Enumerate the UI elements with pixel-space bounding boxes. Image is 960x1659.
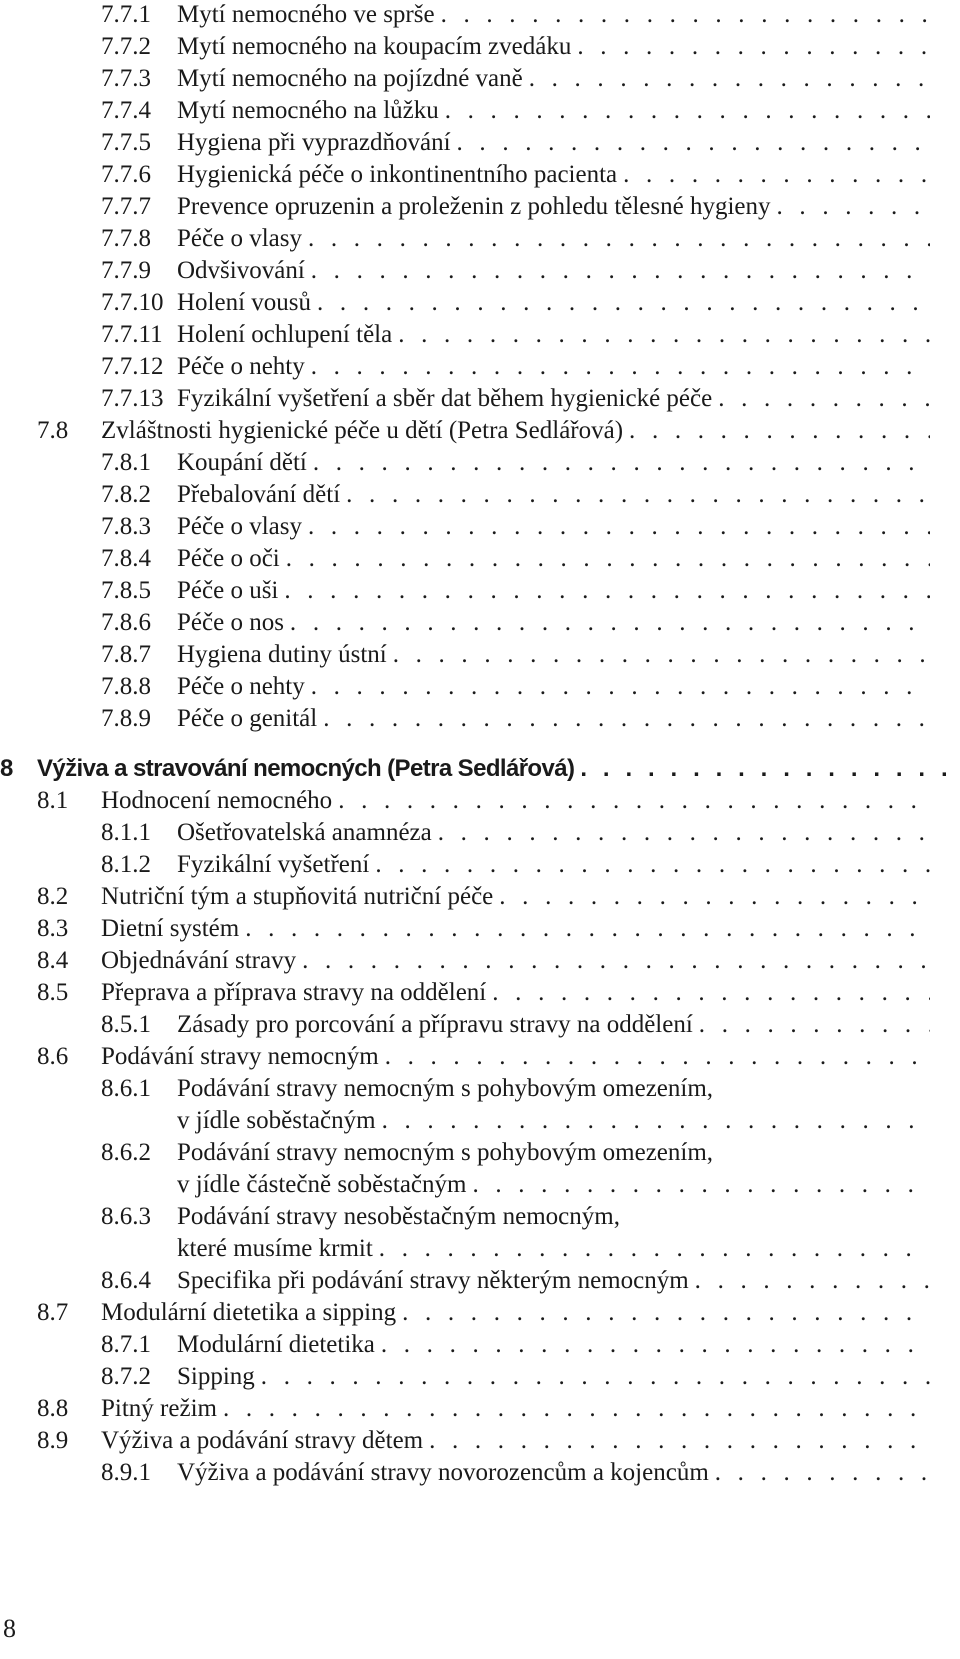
dot-leader	[311, 286, 930, 320]
dot-leader	[451, 126, 930, 160]
dot-leader	[305, 254, 930, 288]
dot-leader	[375, 1328, 930, 1362]
dot-leader	[280, 542, 930, 576]
dot-leader	[305, 350, 930, 384]
toc-entry-number: 7.7.3	[101, 65, 151, 92]
toc-entry-number: 7.8.1	[101, 449, 151, 476]
dot-leader	[369, 848, 930, 882]
toc-entry-number: 7.7.8	[101, 225, 151, 252]
toc-entry-number: 7.8.8	[101, 673, 151, 700]
toc-entry-title: Podávání stravy nemocným s pohybovým omezením,	[177, 1139, 714, 1166]
toc-entry-number: 7.7.10	[101, 289, 164, 316]
toc-entry-title: Podávání stravy nemocným s pohybovým omezením,	[177, 1075, 714, 1102]
toc-entry-number: 8.4	[37, 947, 69, 974]
toc-entry-title: Péče o nos	[177, 609, 284, 636]
toc-entry-title: Péče o uši	[177, 577, 279, 604]
toc-entry-title: Hodnocení nemocného	[101, 787, 333, 814]
toc-entry-title: Hygiena dutiny ústní	[177, 641, 387, 668]
toc-entry[interactable]	[0, 414, 960, 448]
dot-leader	[239, 912, 930, 946]
dot-leader	[307, 446, 930, 480]
toc-entry[interactable]	[0, 190, 960, 224]
toc-entry-number: 8.1.2	[101, 851, 151, 878]
dot-leader	[435, 0, 930, 32]
toc-entry[interactable]	[0, 478, 960, 512]
dot-leader	[284, 606, 930, 640]
toc-entry-number: 8.6.4	[101, 1267, 151, 1294]
toc-entry[interactable]	[0, 94, 960, 128]
toc-entry-number: 8	[0, 755, 13, 782]
toc-entry-title-continuation: v jídle částečně soběstačným	[177, 1171, 467, 1198]
dot-leader	[302, 510, 930, 544]
toc-entry-title: Hygienická péče o inkontinentního pacienta	[177, 161, 618, 188]
toc-entry[interactable]	[0, 382, 960, 416]
toc-entry-title: Mytí nemocného na lůžku	[177, 97, 439, 124]
toc-entry-title: Dietní systém	[101, 915, 240, 942]
dot-leader	[278, 574, 930, 608]
toc-entry-title: Péče o vlasy	[177, 225, 302, 252]
dot-leader	[217, 1392, 930, 1426]
toc-entry-number: 7.7.11	[101, 321, 163, 348]
toc-entry-number: 8.6	[37, 1043, 69, 1070]
dot-leader	[574, 752, 946, 786]
toc-entry-title: Péče o oči	[177, 545, 280, 572]
toc-entry[interactable]	[0, 1008, 960, 1042]
dot-leader	[317, 702, 930, 736]
dot-leader	[493, 880, 930, 914]
toc-entry-title: Podávání stravy nesoběstačným nemocným,	[177, 1203, 620, 1230]
toc-entry[interactable]	[0, 1296, 960, 1330]
toc-entry[interactable]	[0, 702, 960, 736]
toc-entry[interactable]	[0, 446, 960, 480]
toc-entry-number: 8.7	[37, 1299, 69, 1326]
toc-entry[interactable]	[0, 1456, 960, 1490]
toc-entry[interactable]	[0, 254, 960, 288]
toc-entry-title-continuation: které musíme krmit	[177, 1235, 373, 1262]
toc-entry-title: Mytí nemocného ve sprše	[177, 1, 435, 28]
toc-entry-title: Hygiena při vyprazdňování	[177, 129, 451, 156]
toc-entry-number: 8.8	[37, 1395, 69, 1422]
toc-entry-title: Péče o nehty	[177, 353, 305, 380]
toc-entry-title: Koupání dětí	[177, 449, 307, 476]
toc-entry-number: 8.6.3	[101, 1203, 151, 1230]
dot-leader	[340, 478, 930, 512]
toc-entry[interactable]	[0, 944, 960, 978]
toc-entry-number: 7.7.6	[101, 161, 151, 188]
dot-leader	[387, 638, 930, 672]
toc-entry[interactable]	[0, 606, 960, 640]
toc-entry-title: Specifika při podávání stravy některým nemocným	[177, 1267, 689, 1294]
toc-entry[interactable]	[0, 158, 960, 192]
toc-entry[interactable]	[0, 1072, 960, 1138]
toc-entry-title: Nutriční tým a stupňovitá nutriční péče	[101, 883, 494, 910]
toc-entry-title-continuation: v jídle soběstačným	[177, 1107, 376, 1134]
toc-entry-title: Přeprava a příprava stravy na oddělení	[101, 979, 487, 1006]
dot-leader	[432, 816, 930, 850]
toc-entry[interactable]	[0, 350, 960, 384]
toc-entry-number: 8.2	[37, 883, 69, 910]
dot-leader	[396, 1296, 930, 1330]
toc-entry[interactable]	[0, 1200, 960, 1266]
dot-leader	[693, 1008, 930, 1042]
toc-entry-number: 7.7.5	[101, 129, 151, 156]
toc-entry-title: Odvšivování	[177, 257, 305, 284]
toc-entry-title: Péče o genitál	[177, 705, 318, 732]
dot-leader	[523, 62, 930, 96]
toc-entry-title: Výživa a podávání stravy novorozencům a kojencům	[177, 1459, 709, 1486]
toc-entry[interactable]	[0, 30, 960, 64]
toc-entry-number: 8.1.1	[101, 819, 151, 846]
dot-leader	[255, 1360, 930, 1394]
toc-entry-number: 7.8.7	[101, 641, 151, 668]
toc-entry-title: Fyzikální vyšetření a sběr dat během hygienické péče	[177, 385, 713, 412]
dot-leader	[302, 222, 930, 256]
toc-entry[interactable]	[0, 574, 960, 608]
toc-entry-number: 7.8.6	[101, 609, 151, 636]
toc-entry-number: 8.9	[37, 1427, 69, 1454]
toc-entry-title: Objednávání stravy	[101, 947, 297, 974]
dot-leader	[617, 158, 930, 192]
toc-entry-title: Péče o vlasy	[177, 513, 302, 540]
toc-entry-title: Výživa a podávání stravy dětem	[101, 1427, 424, 1454]
dot-leader	[689, 1264, 930, 1298]
dot-leader	[376, 1104, 930, 1138]
toc-entry[interactable]	[0, 976, 960, 1010]
toc-entry-number: 7.8	[37, 417, 69, 444]
toc-entry-number: 7.7.2	[101, 33, 151, 60]
toc-entry-title: Holení vousů	[177, 289, 312, 316]
dot-leader	[712, 382, 930, 416]
dot-leader	[623, 414, 930, 448]
toc-entry-number: 8.6.2	[101, 1139, 151, 1166]
toc-entry-title: Zásady pro porcování a přípravu stravy na oddělení	[177, 1011, 693, 1038]
toc-entry[interactable]	[0, 816, 960, 850]
dot-leader	[296, 944, 930, 978]
dot-leader	[373, 1232, 930, 1266]
toc-entry[interactable]	[0, 542, 960, 576]
toc-entry-number: 8.1	[37, 787, 69, 814]
toc-entry-title: Péče o nehty	[177, 673, 305, 700]
dot-leader	[379, 1040, 930, 1074]
toc-entry-number: 8.5	[37, 979, 69, 1006]
toc-entry[interactable]	[0, 1392, 960, 1426]
toc-entry-number: 7.7.7	[101, 193, 151, 220]
toc-entry-title: Holení ochlupení těla	[177, 321, 393, 348]
toc-entry-title: Zvláštnosti hygienické péče u dětí (Petra Sedlářová)	[101, 417, 624, 444]
dot-leader	[423, 1424, 930, 1458]
toc-entry-title: Modulární dietetika a sipping	[101, 1299, 397, 1326]
toc-entry-number: 7.7.13	[101, 385, 164, 412]
toc-entry-number: 7.8.5	[101, 577, 151, 604]
toc-entry[interactable]	[0, 1040, 960, 1074]
toc-entry[interactable]	[0, 880, 960, 914]
toc-entry-number: 8.7.2	[101, 1363, 151, 1390]
toc-entry-number: 8.6.1	[101, 1075, 151, 1102]
toc-entry-number: 7.7.1	[101, 1, 151, 28]
toc-entry-number: 8.5.1	[101, 1011, 151, 1038]
toc-chapter-entry[interactable]	[0, 752, 960, 786]
dot-leader	[332, 784, 930, 818]
toc-entry[interactable]	[0, 1136, 960, 1202]
toc-entry-title: Podávání stravy nemocným	[101, 1043, 379, 1070]
toc-entry[interactable]	[0, 62, 960, 96]
toc-entry[interactable]	[0, 510, 960, 544]
toc-entry[interactable]	[0, 848, 960, 882]
toc-entry-number: 8.9.1	[101, 1459, 151, 1486]
dot-leader	[571, 30, 930, 64]
toc-entry-title: Přebalování dětí	[177, 481, 341, 508]
toc-entry-title: Mytí nemocného na koupacím zvedáku	[177, 33, 572, 60]
toc-entry[interactable]	[0, 638, 960, 672]
toc-entry-title: Prevence opruzenin a proleženin z pohledu tělesné hygieny	[177, 193, 771, 220]
toc-entry-title: Výživa a stravování nemocných (Petra Sedlářová)	[37, 755, 575, 782]
toc-entry[interactable]	[0, 318, 960, 352]
toc-entry[interactable]	[0, 912, 960, 946]
dot-leader	[466, 1168, 930, 1202]
toc-entry-number: 7.7.4	[101, 97, 151, 124]
toc-entry-number: 7.7.9	[101, 257, 151, 284]
toc-entry[interactable]	[0, 1360, 960, 1394]
toc-entry-title: Ošetřovatelská anamnéza	[177, 819, 432, 846]
dot-leader	[771, 190, 930, 224]
toc-entry-title: Sipping	[177, 1363, 255, 1390]
toc-entry-number: 7.7.12	[101, 353, 164, 380]
toc-entry-title: Modulární dietetika	[177, 1331, 375, 1358]
toc-entry-number: 7.8.2	[101, 481, 151, 508]
toc-entry-number: 8.7.1	[101, 1331, 151, 1358]
toc-entry[interactable]	[0, 126, 960, 160]
toc-entry-number: 7.8.9	[101, 705, 151, 732]
dot-leader	[439, 94, 930, 128]
toc-entry[interactable]	[0, 1424, 960, 1458]
toc-entry-number: 7.8.3	[101, 513, 151, 540]
toc-entry-number: 7.8.4	[101, 545, 151, 572]
dot-leader	[305, 670, 930, 704]
toc-entry-number: 8.3	[37, 915, 69, 942]
toc-entry[interactable]	[0, 0, 960, 32]
toc-entry[interactable]	[0, 286, 960, 320]
toc-entry[interactable]	[0, 784, 960, 818]
toc-entry-title: Pitný režim	[101, 1395, 217, 1422]
toc-entry[interactable]	[0, 1328, 960, 1362]
toc-entry-title: Mytí nemocného na pojízdné vaně	[177, 65, 523, 92]
page-number: 8	[3, 1614, 16, 1643]
dot-leader	[392, 318, 930, 352]
toc-entry[interactable]	[0, 670, 960, 704]
dot-leader	[486, 976, 930, 1010]
toc-entry[interactable]	[0, 222, 960, 256]
dot-leader	[709, 1456, 930, 1490]
toc-entry-title: Fyzikální vyšetření	[177, 851, 370, 878]
toc-entry[interactable]	[0, 1264, 960, 1298]
